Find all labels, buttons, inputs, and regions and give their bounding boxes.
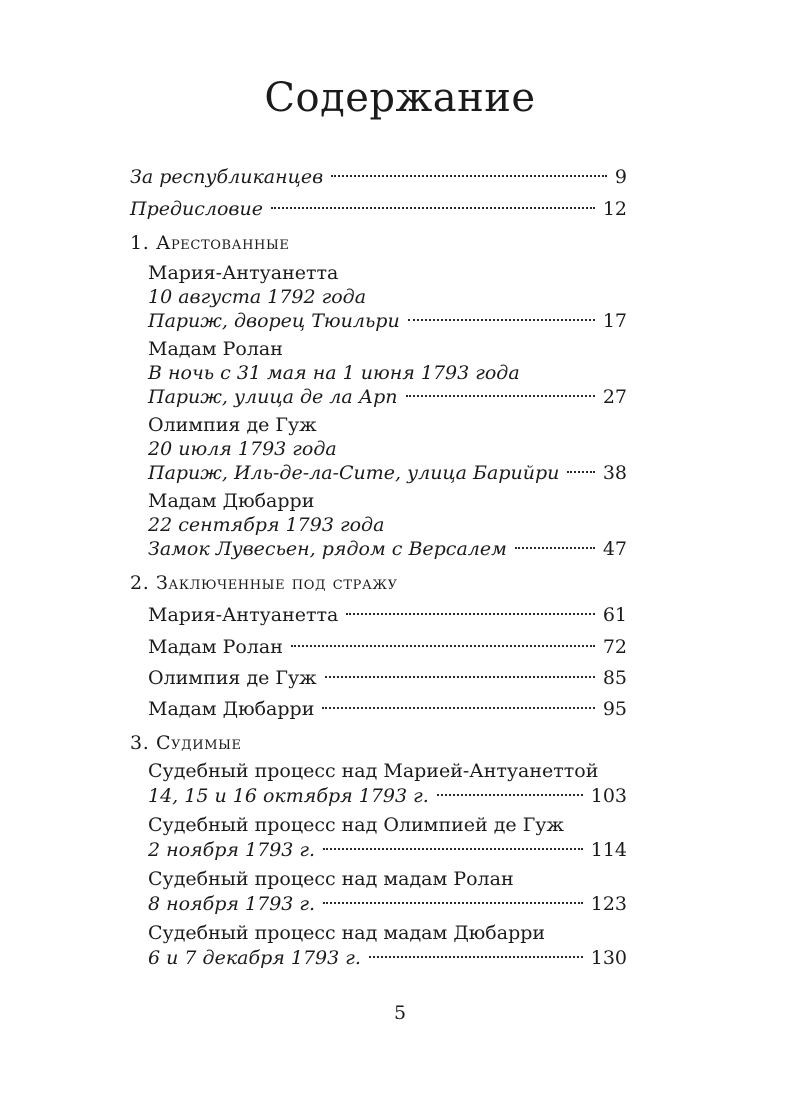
toc-page-number: 130 xyxy=(590,947,627,969)
toc-entry-title: За республиканцев xyxy=(130,166,324,188)
dot-leader xyxy=(346,613,594,615)
toc-entry-place: Париж, дворец Тюильри xyxy=(148,310,400,332)
toc-entry-name: Мадам Ролан xyxy=(148,338,283,360)
toc-entry-date-row xyxy=(148,891,627,917)
dot-leader xyxy=(325,676,595,678)
toc-entry-place-row xyxy=(148,384,627,410)
section-heading-2: 2. Заключенные под стражу xyxy=(130,572,398,594)
toc-page-number: 123 xyxy=(590,893,627,915)
dot-leader xyxy=(567,471,594,473)
toc-page-number: 27 xyxy=(602,386,627,408)
toc-page-number: 95 xyxy=(602,698,627,720)
toc-entry-place: Париж, улица де ла Арп xyxy=(148,386,398,408)
toc-entry-name: Мадам Дюбарри xyxy=(148,490,315,512)
toc-entry-date: 6 и 7 декабря 1793 г. xyxy=(148,947,361,969)
toc-entry-name: Мария-Антуанетта xyxy=(148,262,339,284)
section-heading-3: 3. Судимые xyxy=(130,732,242,754)
toc-entry-name: Олимпия де Гуж xyxy=(148,667,317,689)
toc-page-number: 38 xyxy=(602,462,627,484)
toc-entry-place-row xyxy=(148,460,627,486)
toc-entry-date: 20 июля 1793 года xyxy=(148,438,337,460)
toc-entry-date: В ночь с 31 мая на 1 июня 1793 года xyxy=(148,362,520,384)
dot-leader xyxy=(437,794,583,796)
dot-leader xyxy=(322,707,594,709)
toc-entry xyxy=(148,634,627,660)
toc-page-number: 17 xyxy=(602,310,627,332)
dot-leader xyxy=(369,956,583,958)
dot-leader xyxy=(408,319,595,321)
toc-page-number: 72 xyxy=(602,636,627,658)
toc-entry-date: 22 сентября 1793 года xyxy=(148,514,385,536)
section-heading-1: 1. Арестованные xyxy=(130,232,290,254)
toc-entry-intro-1 xyxy=(130,196,627,222)
toc-page-number: 47 xyxy=(602,538,627,560)
toc-entry-title: Предисловие xyxy=(130,198,263,220)
toc-page-number: 85 xyxy=(602,667,627,689)
toc-entry-date: 8 ноября 1793 г. xyxy=(148,893,316,915)
dot-leader xyxy=(406,395,595,397)
toc-page-number: 12 xyxy=(602,198,627,220)
toc-entry-name: Судебный процесс над Олимпией де Гуж xyxy=(148,814,564,836)
toc-entry-name: Судебный процесс над мадам Дюбарри xyxy=(148,922,546,944)
toc-entry-date-row xyxy=(148,837,627,863)
page-number: 5 xyxy=(393,1002,407,1024)
dot-leader xyxy=(331,175,607,177)
toc-entry xyxy=(148,665,627,691)
toc-page-number: 103 xyxy=(590,785,627,807)
toc-entry-place-row xyxy=(148,308,627,334)
toc-entry-place-row xyxy=(148,536,627,562)
toc-entry-intro-0 xyxy=(130,164,627,190)
toc-entry xyxy=(148,696,627,722)
toc-entry-name: Судебный процесс над мадам Ролан xyxy=(148,868,514,890)
dot-leader xyxy=(323,902,583,904)
page-title: Содержание xyxy=(264,75,536,121)
toc-entry-name: Мадам Дюбарри xyxy=(148,698,315,720)
toc-entry-place: Париж, Иль-де-ла-Сите, улица Барийри xyxy=(148,462,560,484)
toc-entry-name: Мария-Антуанетта xyxy=(148,604,339,626)
toc-entry-date: 10 августа 1792 года xyxy=(148,286,367,308)
toc-entry-date-row xyxy=(148,783,627,809)
toc-page-number: 114 xyxy=(590,839,627,861)
dot-leader xyxy=(515,547,595,549)
toc-entry-name: Мадам Ролан xyxy=(148,636,283,658)
dot-leader xyxy=(291,645,595,647)
toc-entry xyxy=(148,602,627,628)
toc-entry-place: Замок Лувесьен, рядом с Версалем xyxy=(148,538,507,560)
toc-page-number: 9 xyxy=(614,166,627,188)
toc-entry-date: 2 ноября 1793 г. xyxy=(148,839,316,861)
dot-leader xyxy=(323,848,583,850)
toc-page-number: 61 xyxy=(602,604,627,626)
toc-entry-date-row xyxy=(148,945,627,971)
toc-entry-date: 14, 15 и 16 октября 1793 г. xyxy=(148,785,429,807)
toc-entry-name: Судебный процесс над Марией-Антуанеттой xyxy=(148,760,599,782)
dot-leader xyxy=(271,207,595,209)
toc-entry-name: Олимпия де Гуж xyxy=(148,414,317,436)
